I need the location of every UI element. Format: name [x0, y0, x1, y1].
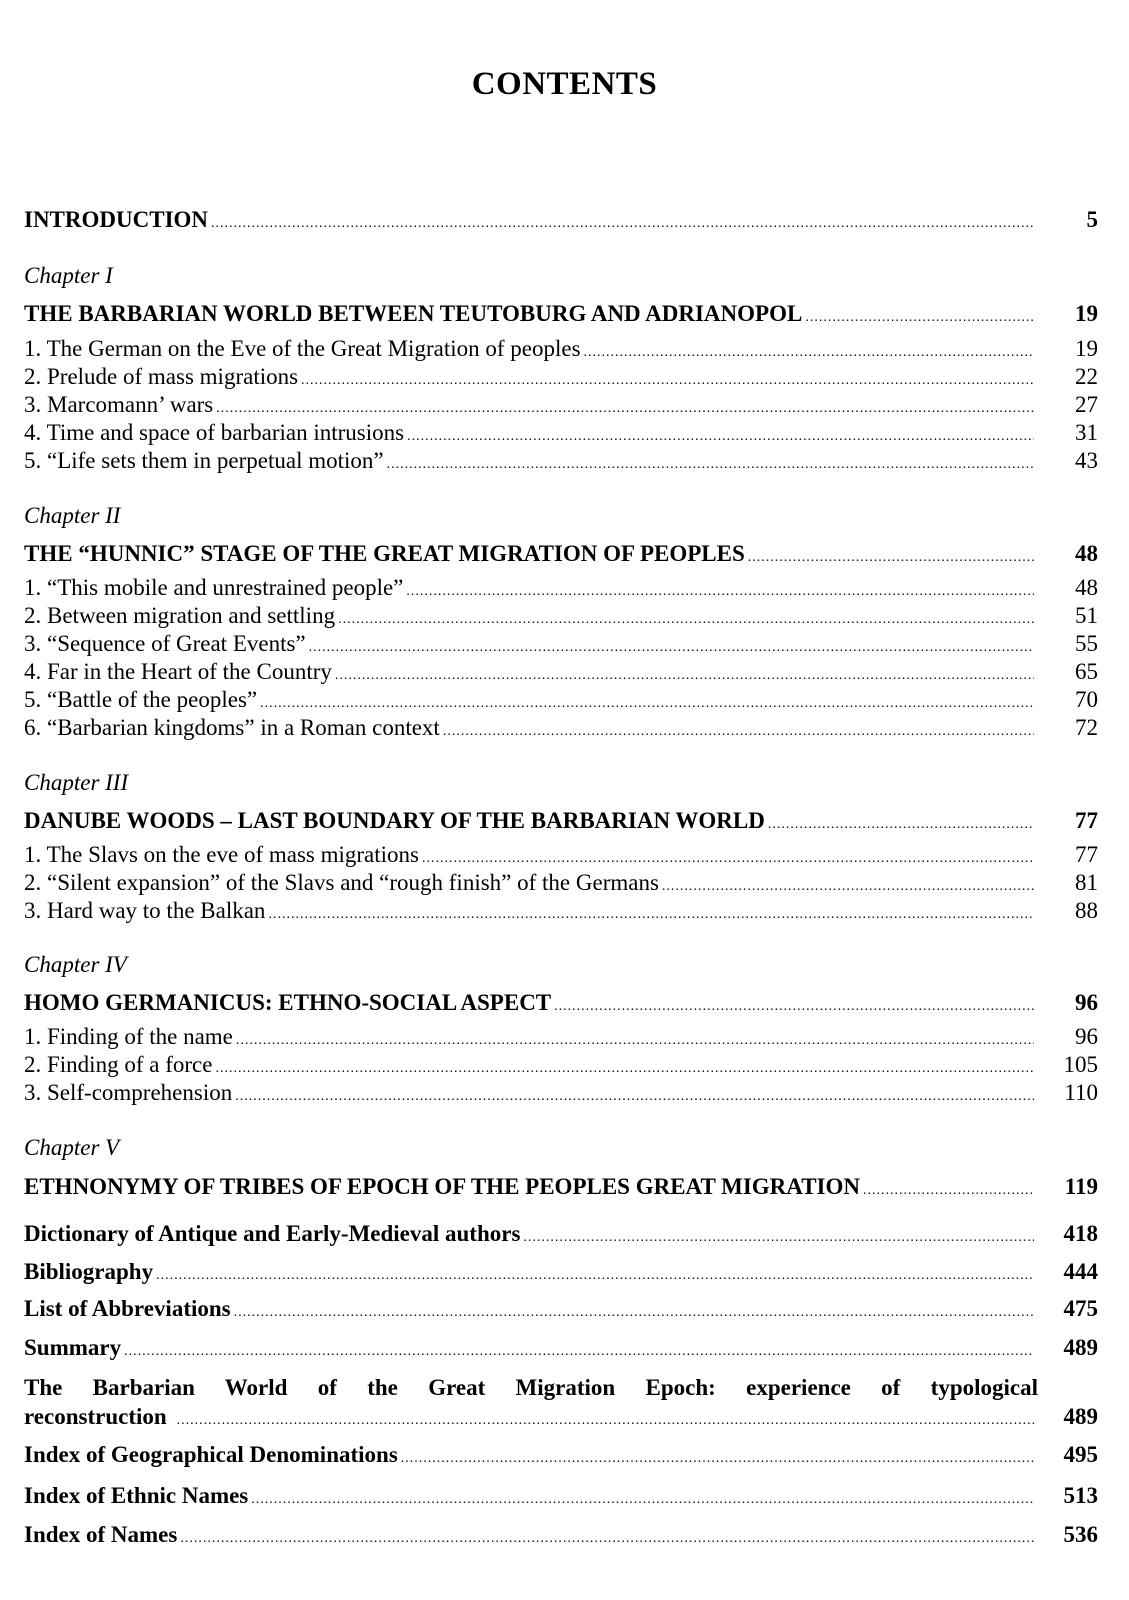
dot-leader: [387, 451, 1034, 479]
page-number: 51: [1075, 603, 1098, 628]
page-number: 31: [1075, 420, 1098, 445]
toc-entry-chapter-title[interactable]: [24, 989, 1098, 1021]
entry-label: 2. Prelude of mass migrations: [24, 364, 299, 389]
page-number: 48: [1075, 541, 1098, 566]
page-number: 19: [1075, 336, 1098, 361]
page-number: 536: [1063, 1522, 1098, 1547]
dot-leader: [863, 1177, 1034, 1205]
page-number: 70: [1075, 687, 1098, 712]
chapter-heading: Chapter II: [24, 503, 121, 528]
dot-leader: [156, 1262, 1034, 1290]
toc-entry-section[interactable]: [24, 897, 1098, 929]
dot-leader: [180, 1525, 1034, 1553]
toc-entry-chapter-title[interactable]: [24, 807, 1098, 839]
toc-entry-back-matter[interactable]: [24, 1441, 1098, 1473]
toc-entry-chapter-title[interactable]: [24, 540, 1098, 572]
chapter-heading: Chapter V: [24, 1135, 120, 1160]
toc-entry-back-matter[interactable]: [24, 1521, 1098, 1553]
dot-leader: [748, 544, 1034, 572]
entry-label: List of Abbreviations: [24, 1296, 231, 1321]
entry-label: THE “HUNNIC” STAGE OF THE GREAT MIGRATION OF PEOPLES: [24, 541, 745, 566]
dot-leader: [401, 1445, 1034, 1473]
page-number: 489: [1063, 1404, 1098, 1429]
dot-leader: [268, 901, 1034, 929]
toc-entry-back-matter[interactable]: [24, 1220, 1098, 1252]
dot-leader: [251, 1486, 1034, 1514]
entry-label: INTRODUCTION: [24, 207, 209, 232]
toc-entry-back-matter[interactable]: [24, 1482, 1098, 1514]
page-number: 43: [1075, 448, 1098, 473]
entry-label: 2. Between migration and settling: [24, 603, 336, 628]
page-number: 110: [1064, 1080, 1098, 1105]
page-number: 22: [1075, 364, 1098, 389]
page-number: 88: [1075, 898, 1098, 923]
entry-label: 4. Far in the Heart of the Country: [24, 659, 332, 684]
dot-leader: [124, 1338, 1034, 1366]
page-number: 19: [1075, 301, 1098, 326]
dot-leader: [805, 304, 1034, 332]
page-number: 48: [1075, 575, 1098, 600]
toc-entry-back-matter[interactable]: [24, 1334, 1098, 1366]
toc-entry-back-matter[interactable]: [24, 1258, 1098, 1290]
entry-label: 3. Self-comprehension: [24, 1080, 233, 1105]
dot-leader: [523, 1224, 1034, 1252]
page-number: 119: [1064, 1174, 1098, 1199]
page-number: 27: [1075, 392, 1098, 417]
entry-label: 3. Hard way to the Balkan: [24, 898, 266, 923]
entry-label: Dictionary of Antique and Early-Medieval authors: [24, 1221, 521, 1246]
page-number: 5: [1086, 207, 1098, 232]
toc-entry-introduction[interactable]: [24, 206, 1098, 238]
toc-entry-section[interactable]: [24, 714, 1098, 746]
toc-entry-section[interactable]: [24, 1079, 1098, 1111]
entry-label: 5. “Battle of the peoples”: [24, 687, 258, 712]
entry-label: 2. “Silent expansion” of the Slavs and “rough finish” of the Germans: [24, 870, 659, 895]
dot-leader: [443, 718, 1034, 746]
dot-leader: [234, 1299, 1034, 1327]
entry-label: 3. “Sequence of Great Events”: [24, 631, 306, 656]
page-title: CONTENTS: [471, 66, 658, 102]
page-number: 495: [1063, 1442, 1098, 1467]
page-number: 77: [1075, 842, 1098, 867]
entry-label: Index of Names: [24, 1522, 178, 1547]
chapter-heading: Chapter III: [24, 770, 129, 795]
entry-label: 5. “Life sets them in perpetual motion”: [24, 448, 384, 473]
dot-leader: [211, 210, 1034, 238]
page-number: 96: [1075, 990, 1098, 1015]
entry-label-line1: The Barbarian World of the Great Migration Epoch: experience of typological: [24, 1375, 1038, 1400]
entry-label: 2. Finding of a force: [24, 1052, 213, 1077]
page-number: 513: [1063, 1483, 1098, 1508]
toc-entry-chapter-title[interactable]: [24, 1173, 1098, 1205]
page-number: 105: [1063, 1052, 1098, 1077]
entry-label: 1. The Slavs on the eve of mass migrations: [24, 842, 419, 867]
entry-label: Index of Ethnic Names: [24, 1483, 249, 1508]
entry-label: THE BARBARIAN WORLD BETWEEN TEUTOBURG AND ADRIANOPOL: [24, 301, 803, 326]
dot-leader: [235, 1083, 1034, 1111]
dot-leader: [768, 811, 1034, 839]
page-number: 96: [1075, 1024, 1098, 1049]
entry-label: ETHNONYMY OF TRIBES OF EPOCH OF THE PEOPLES GREAT MIGRATION: [24, 1174, 860, 1199]
toc-entry-back-matter-multiline[interactable]: [24, 1373, 1098, 1435]
page-number: 65: [1075, 659, 1098, 684]
entry-label: 1. The German on the Eve of the Great Migration of peoples: [24, 336, 581, 361]
page-number: 475: [1063, 1296, 1098, 1321]
dot-leader: [177, 1406, 1034, 1435]
entry-label: 3. Marcomann’ wars: [24, 392, 214, 417]
page-number: 77: [1075, 808, 1098, 833]
dot-leader: [554, 993, 1034, 1021]
chapter-heading: Chapter IV: [24, 952, 127, 977]
page-number: 418: [1063, 1221, 1098, 1246]
entry-label: Bibliography: [24, 1259, 154, 1284]
entry-label: 6. “Barbarian kingdoms” in a Roman context: [24, 715, 440, 740]
toc-entry-chapter-title[interactable]: [24, 300, 1098, 332]
entry-label: Index of Geographical Denominations: [24, 1442, 398, 1467]
entry-second-line: [24, 1402, 1098, 1435]
toc-entry-back-matter[interactable]: [24, 1295, 1098, 1327]
entry-label: HOMO GERMANICUS: ETHNO-SOCIAL ASPECT: [24, 990, 552, 1015]
entry-label: 1. Finding of the name: [24, 1024, 233, 1049]
entry-label: 4. Time and space of barbarian intrusions: [24, 420, 405, 445]
page-number: 444: [1063, 1259, 1098, 1284]
chapter-heading: Chapter I: [24, 263, 113, 288]
page-number: 489: [1063, 1335, 1098, 1360]
toc-entry-section[interactable]: [24, 447, 1098, 479]
entry-label: 1. “This mobile and unrestrained people”: [24, 575, 404, 600]
page-number: 72: [1075, 715, 1098, 740]
page-number: 81: [1075, 870, 1098, 895]
entry-label: Summary: [24, 1335, 122, 1360]
entry-label: DANUBE WOODS – LAST BOUNDARY OF THE BARBARIAN WORLD: [24, 808, 765, 833]
page-number: 55: [1075, 631, 1098, 656]
entry-label-line2: reconstruction: [24, 1404, 167, 1429]
